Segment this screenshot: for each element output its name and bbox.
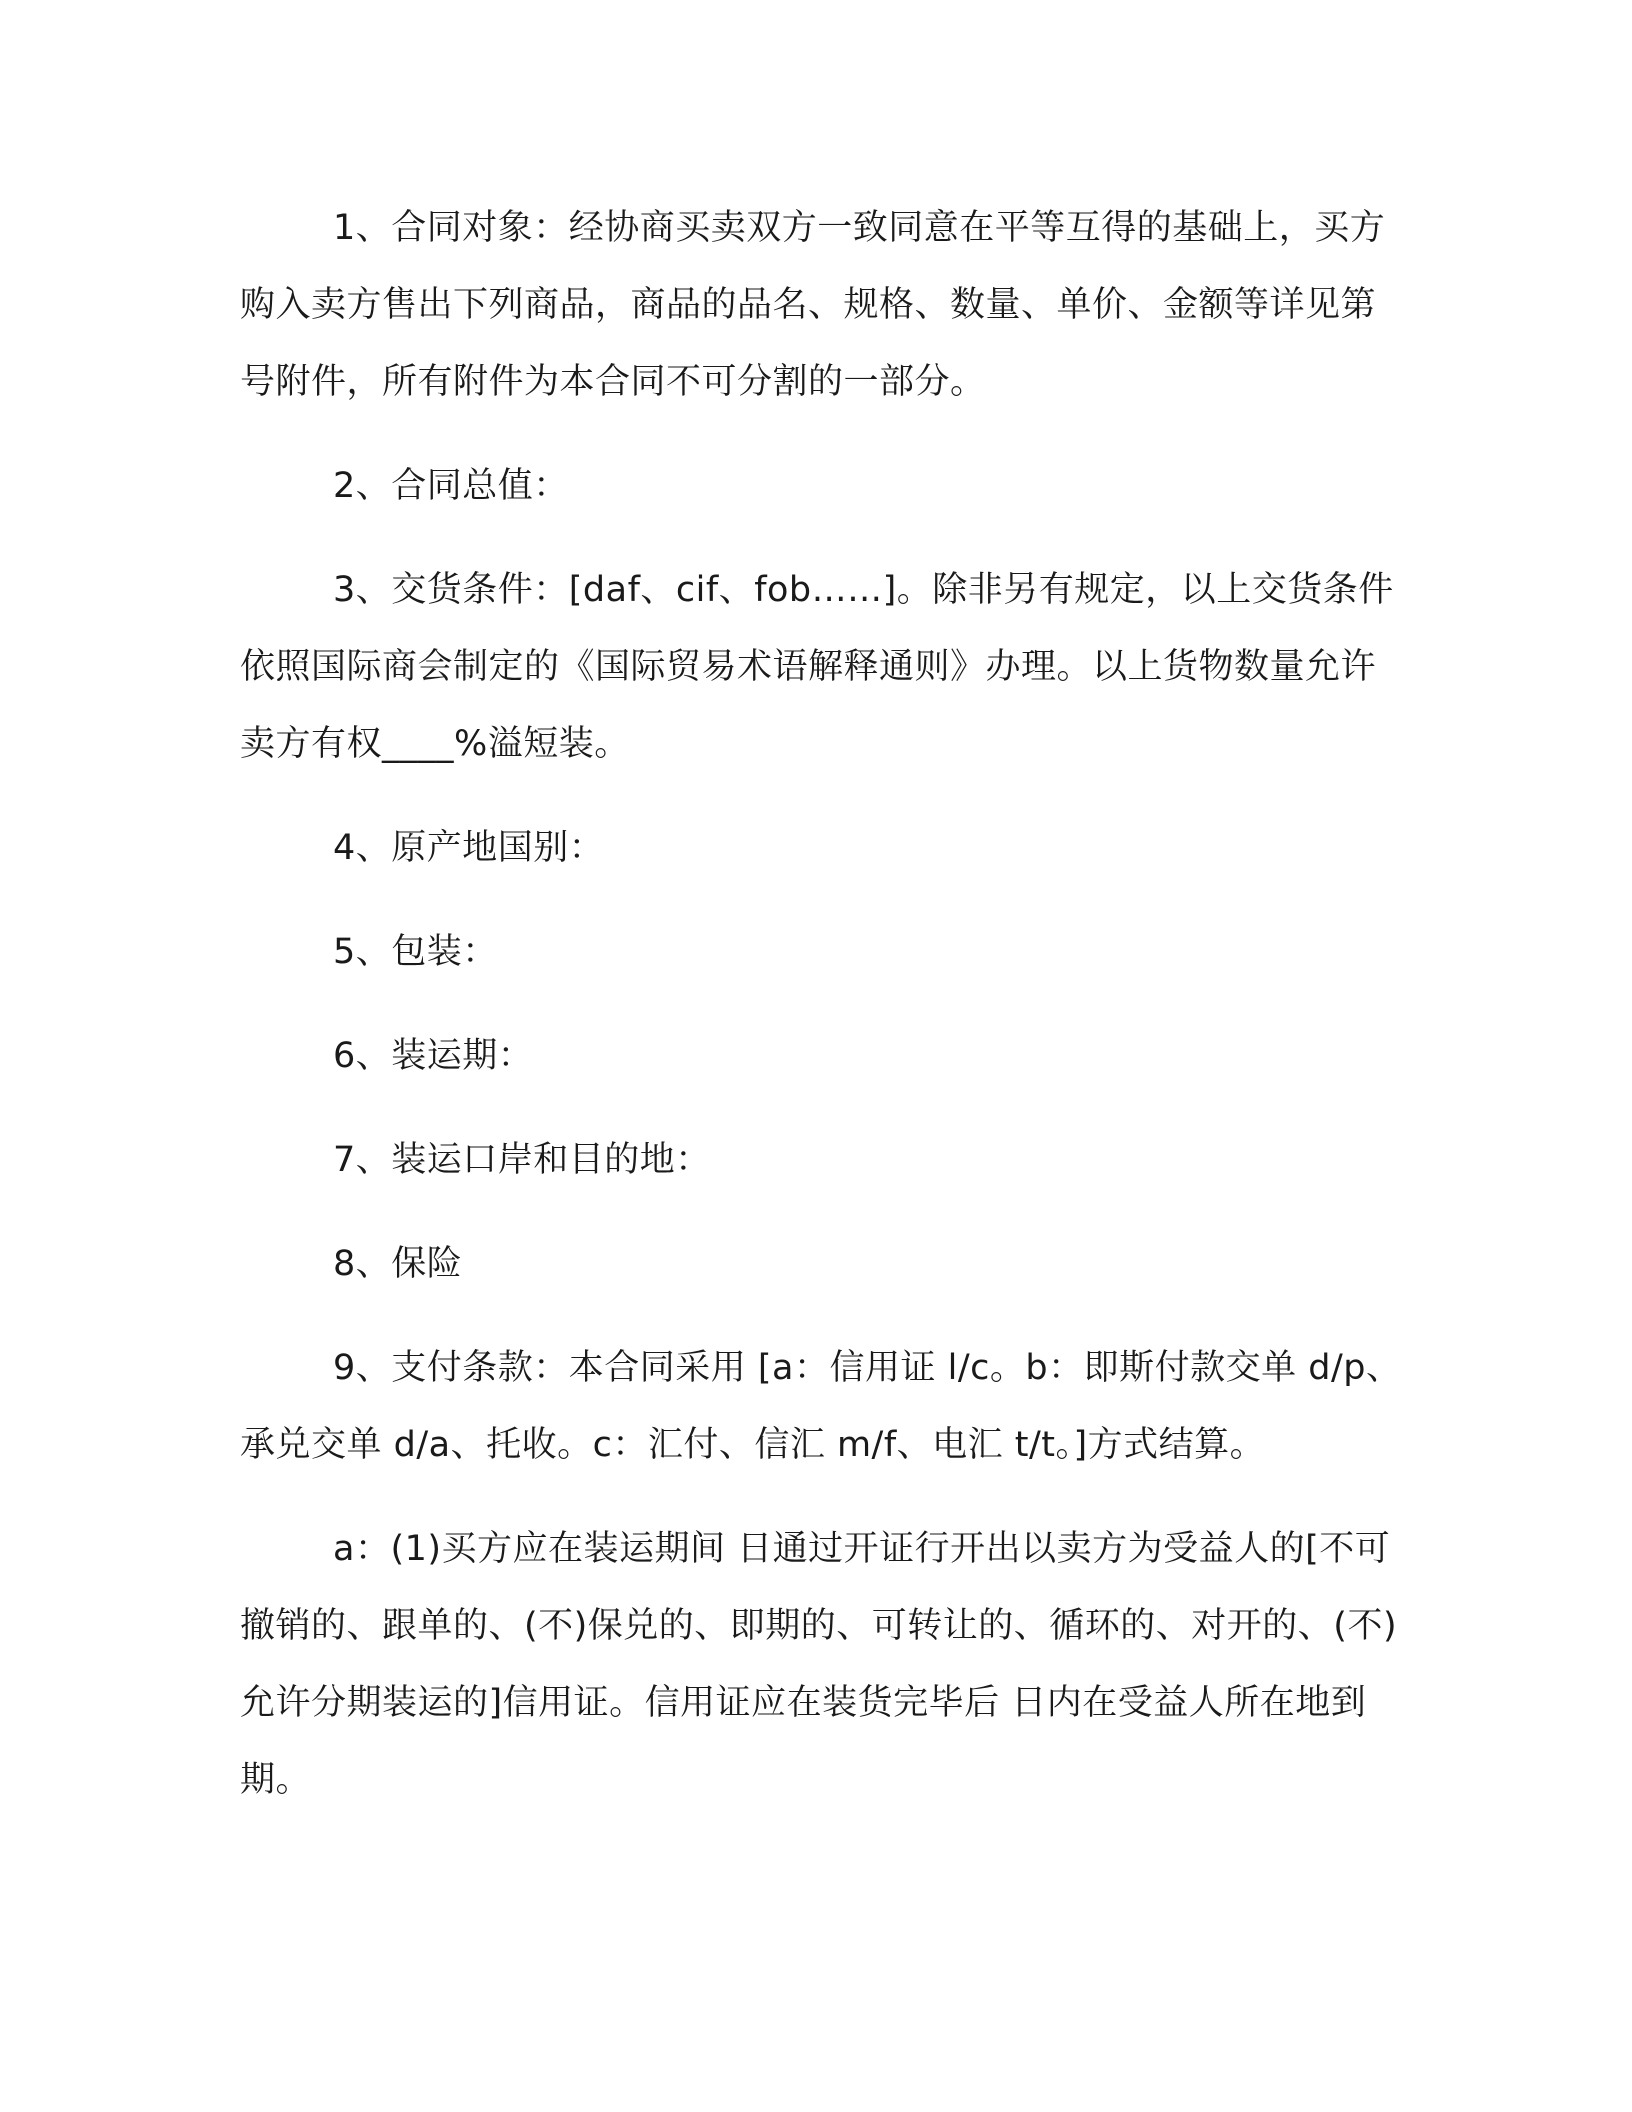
clause-2-total-value: 2、合同总值： bbox=[333, 466, 569, 506]
clause-9-payment-terms: 9、支付条款：本合同采用 [a：信用证 l/c。b：即斯付款交单 d/p、承兑交单 d/a、托收。c：汇付、信汇 m/f、电汇 t/t。]方式结算。 bbox=[240, 1348, 1402, 1465]
clause-5-packing: 5、包装： bbox=[333, 932, 498, 972]
clause-9a-letter-of-credit: a：(1)买方应在装运期间 日通过开证行开出以卖方为受益人的[不可撤销的、跟单的、(不)保兑的、即期的、可转让的、循环的、对开的、(不)允许分期装运的]信用证。信用证应在装货完毕后 日内在受益人所在地到期。 bbox=[240, 1529, 1398, 1800]
clause-4-country-of-origin: 4、原产地国别： bbox=[333, 828, 605, 868]
document-body bbox=[240, 190, 1410, 1846]
clause-8-insurance: 8、保险 bbox=[333, 1244, 463, 1284]
clause-3-delivery-terms: 3、交货条件：[daf、cif、fob……]。除非另有规定，以上交货条件依照国际商会制定的《国际贸易术语解释通则》办理。以上货物数量允许卖方有权____%溢短装。 bbox=[240, 570, 1394, 764]
clause-1-contract-object: 1、合同对象：经协商买卖双方一致同意在平等互得的基础上，买方购入卖方售出下列商品，商品的品名、规格、数量、单价、金额等详见第 号附件，所有附件为本合同不可分割的一部分。 bbox=[240, 208, 1386, 402]
clause-7-port-and-destination: 7、装运口岸和目的地： bbox=[333, 1140, 711, 1180]
clause-6-shipment-period: 6、装运期： bbox=[333, 1036, 534, 1076]
